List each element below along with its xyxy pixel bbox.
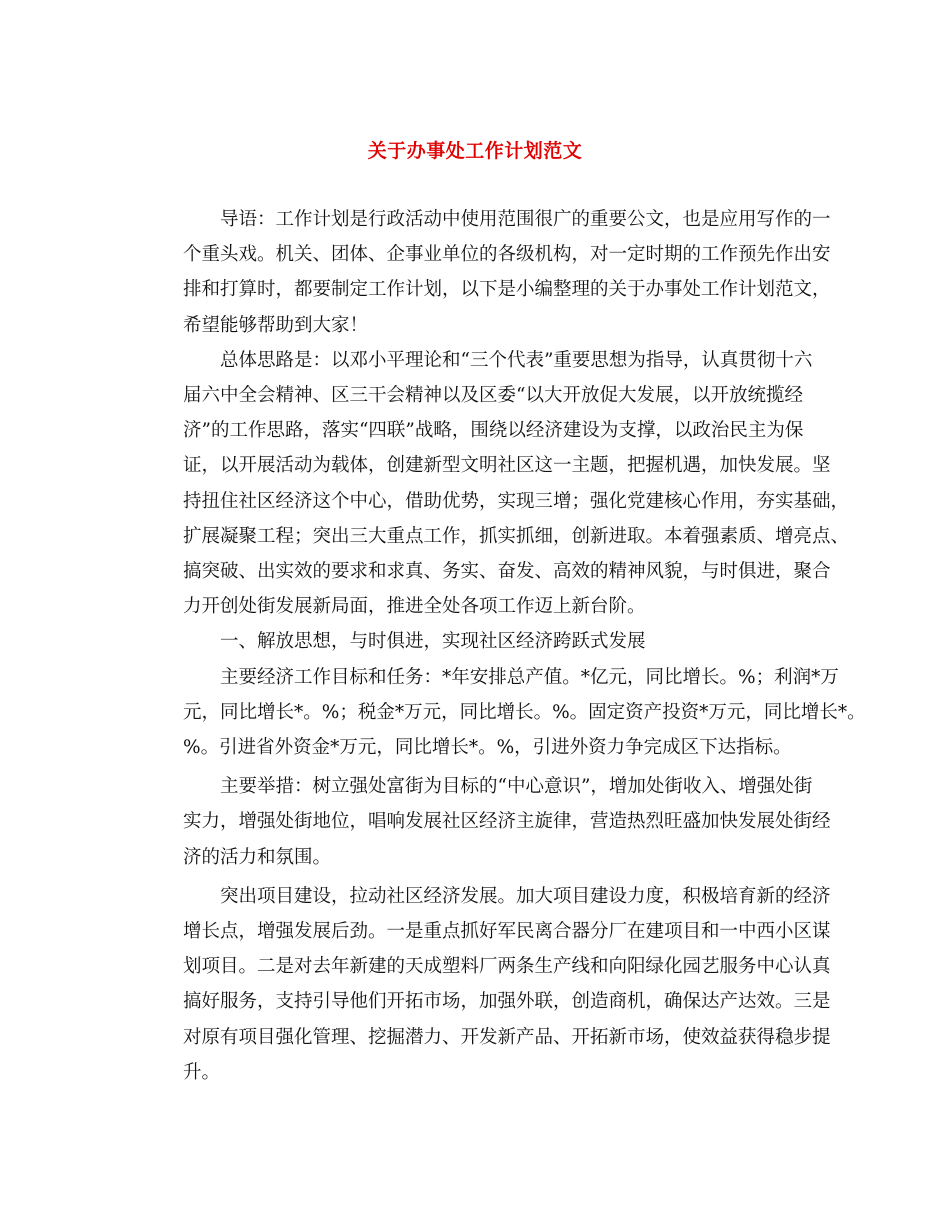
document-body (146, 202, 866, 1090)
text-line: 突出项目建设，拉动社区经济发展。加大项目建设力度，积极培育新的经济 (220, 885, 831, 907)
text-line: 增长点，增强发展后劲。一是重点抓好军民离合器分厂在建项目和一中西小区谋 (183, 921, 831, 943)
paragraph-project-construction (146, 879, 831, 1090)
paragraph-overall-approach (146, 343, 850, 625)
text-line: 力开创处街发展新局面，推进全处各项工作迈上新台阶。 (183, 596, 646, 618)
text-line: 希望能够帮助到大家！ (183, 314, 369, 336)
text-line: %。引进省外资金*万元，同比增长*。%，引进外资力争完成区下达指标。 (183, 737, 792, 759)
text-line: 排和打算时，都要制定工作计划，以下是小编整理的关于办事处工作计划范文， (183, 279, 831, 301)
text-line: 济的活力和氛围。 (183, 846, 332, 868)
text-line: 届六中全会精神、区三干会精神以及区委“以大开放促大发展，以开放统揽经 (183, 385, 803, 407)
text-line: 升。 (183, 1061, 221, 1083)
text-line: 导语：工作计划是行政活动中使用范围很广的重要公文，也是应用写作的一 (220, 209, 831, 230)
text-line: 扩展凝聚工程；突出三大重点工作，抓实抓细，创新进取。本着强素质、增亮点、 (183, 525, 850, 547)
text-line: 一、解放思想，与时俱进，实现社区经济跨跃式发展 (220, 631, 646, 653)
paragraph-main-measures (146, 769, 831, 875)
document-title: 关于办事处工作计划范文 (367, 140, 583, 162)
text-line: 搞突破、出实效的要求和求真、务实、奋发、高效的精神风貌，与时俱进，聚合 (183, 561, 831, 583)
text-line: 实力，增强处街地位，唱响发展社区经济主旋律，营造热烈旺盛加快发展处街经 (183, 811, 831, 833)
section-heading (146, 624, 806, 659)
text-line: 划项目。二是对去年新建的天成塑料厂两条生产线和向阳绿化园艺服务中心认真 (183, 956, 831, 978)
text-line: 主要经济工作目标和任务：*年安排总产值。*亿元，同比增长。%；利润*万 (220, 666, 839, 688)
text-line: 持扭住社区经济这个中心，借助优势，实现三增；强化党建核心作用，夯实基础， (183, 490, 850, 512)
text-line: 对原有项目强化管理、挖掘潜力、开发新产品、开拓新市场，使效益获得稳步提 (183, 1026, 831, 1048)
text-line: 搞好服务，支持引导他们开拓市场，加强外联，创造商机，确保达产达效。三是 (183, 991, 831, 1013)
text-line: 主要举措：树立强处富街为目标的“中心意识”，增加处街收入、增强处街 (220, 776, 813, 798)
text-line: 证，以开展活动为载体，创建新型文明社区这一主题，把握机遇，加快发展。坚 (183, 455, 831, 477)
text-line: 济”的工作思路，落实“四联”战略，围绕以经济建设为支撑，以政治民主为保 (183, 420, 804, 442)
text-line: 总体思路是：以邓小平理论和“三个代表”重要思想为指导，认真贯彻十六 (220, 349, 813, 371)
paragraph-economic-targets (146, 660, 866, 766)
text-line: 元，同比增长*。%；税金*万元，同比增长。%。固定资产投资*万元，同比增长*。 (183, 701, 866, 723)
paragraph-intro (146, 202, 831, 343)
text-line: 个重头戏。机关、团体、企事业单位的各级机构，对一定时期的工作预先作出安 (183, 244, 831, 266)
